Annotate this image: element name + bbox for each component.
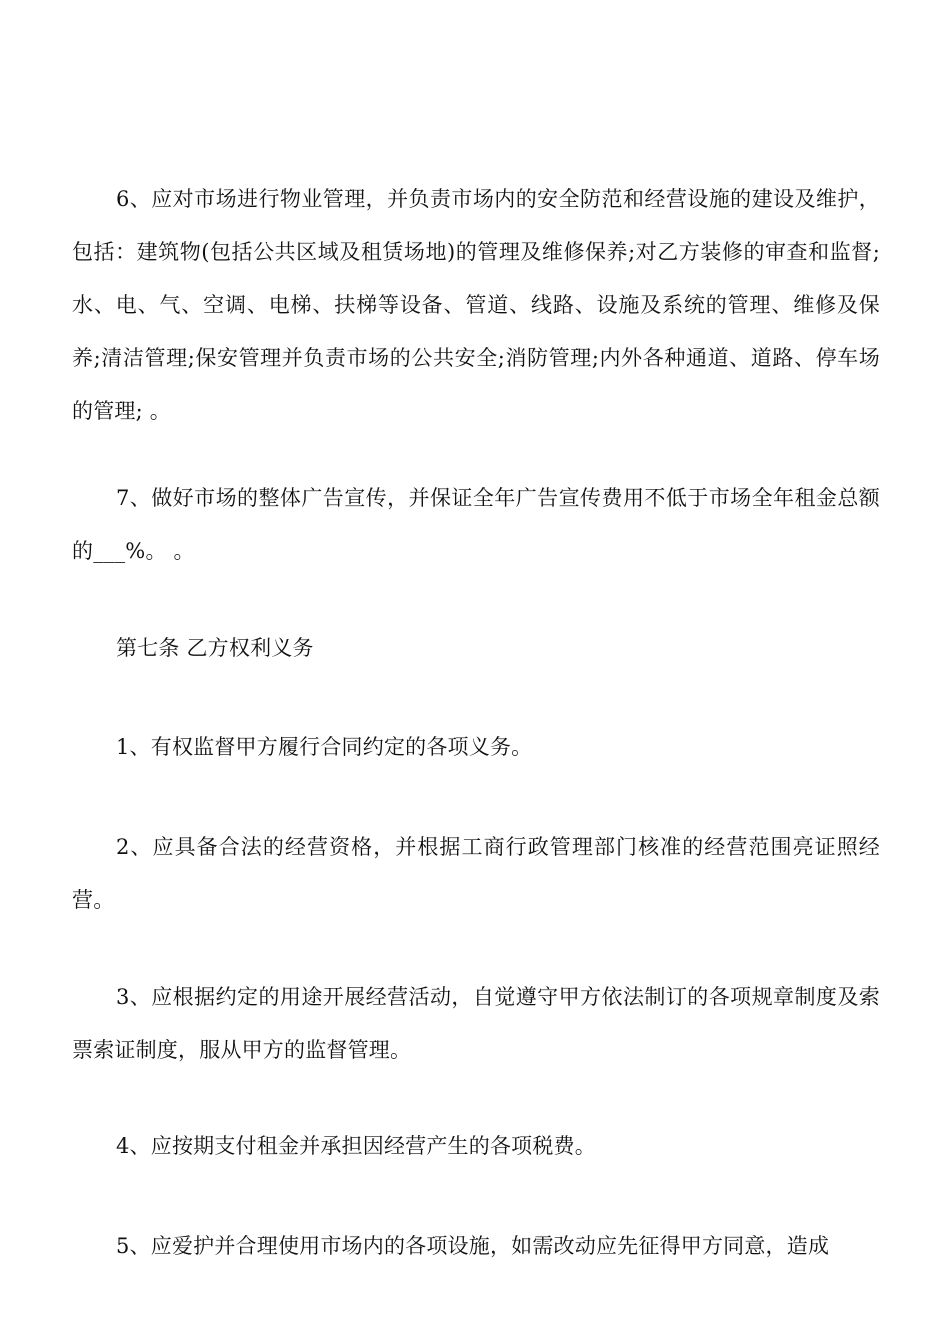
party-b-clause-3: 3、应根据约定的用途开展经营活动，自觉遵守甲方依法制订的各项规章制度及索票索证制度，服从甲方的监督管理。 [72, 985, 880, 1062]
party-b-clause-1: 1、有权监督甲方履行合同约定的各项义务。 [116, 735, 533, 759]
party-b-clause-2: 2、应具备合法的经营资格，并根据工商行政管理部门核准的经营范围亮证照经营。 [72, 835, 880, 912]
clause-6-paragraph: 6、应对市场进行物业管理，并负责市场内的安全防范和经营设施的建设及维护，包括：建筑物(包括公共区域及租赁场地)的管理及维修保养;对乙方装修的审查和监督;水、电、气、空调、电梯、扶梯等设备、管道、线路、设施及系统的管理、维修及保养;清洁管理;保安管理并负责市场的公共安全;消防管理;内外各种通道、道路、停车场的管理; 。 [72, 187, 880, 423]
article-7-heading: 第七条 乙方权利义务 [116, 636, 314, 660]
clause-7-paragraph: 7、做好市场的整体广告宣传，并保证全年广告宣传费用不低于市场全年租金总额的___%。 。 [72, 486, 880, 563]
party-b-clause-4: 4、应按期支付租金并承担因经营产生的各项税费。 [116, 1134, 596, 1158]
party-b-clause-5: 5、应爱护并合理使用市场内的各项设施，如需改动应先征得甲方同意，造成 [116, 1234, 830, 1258]
